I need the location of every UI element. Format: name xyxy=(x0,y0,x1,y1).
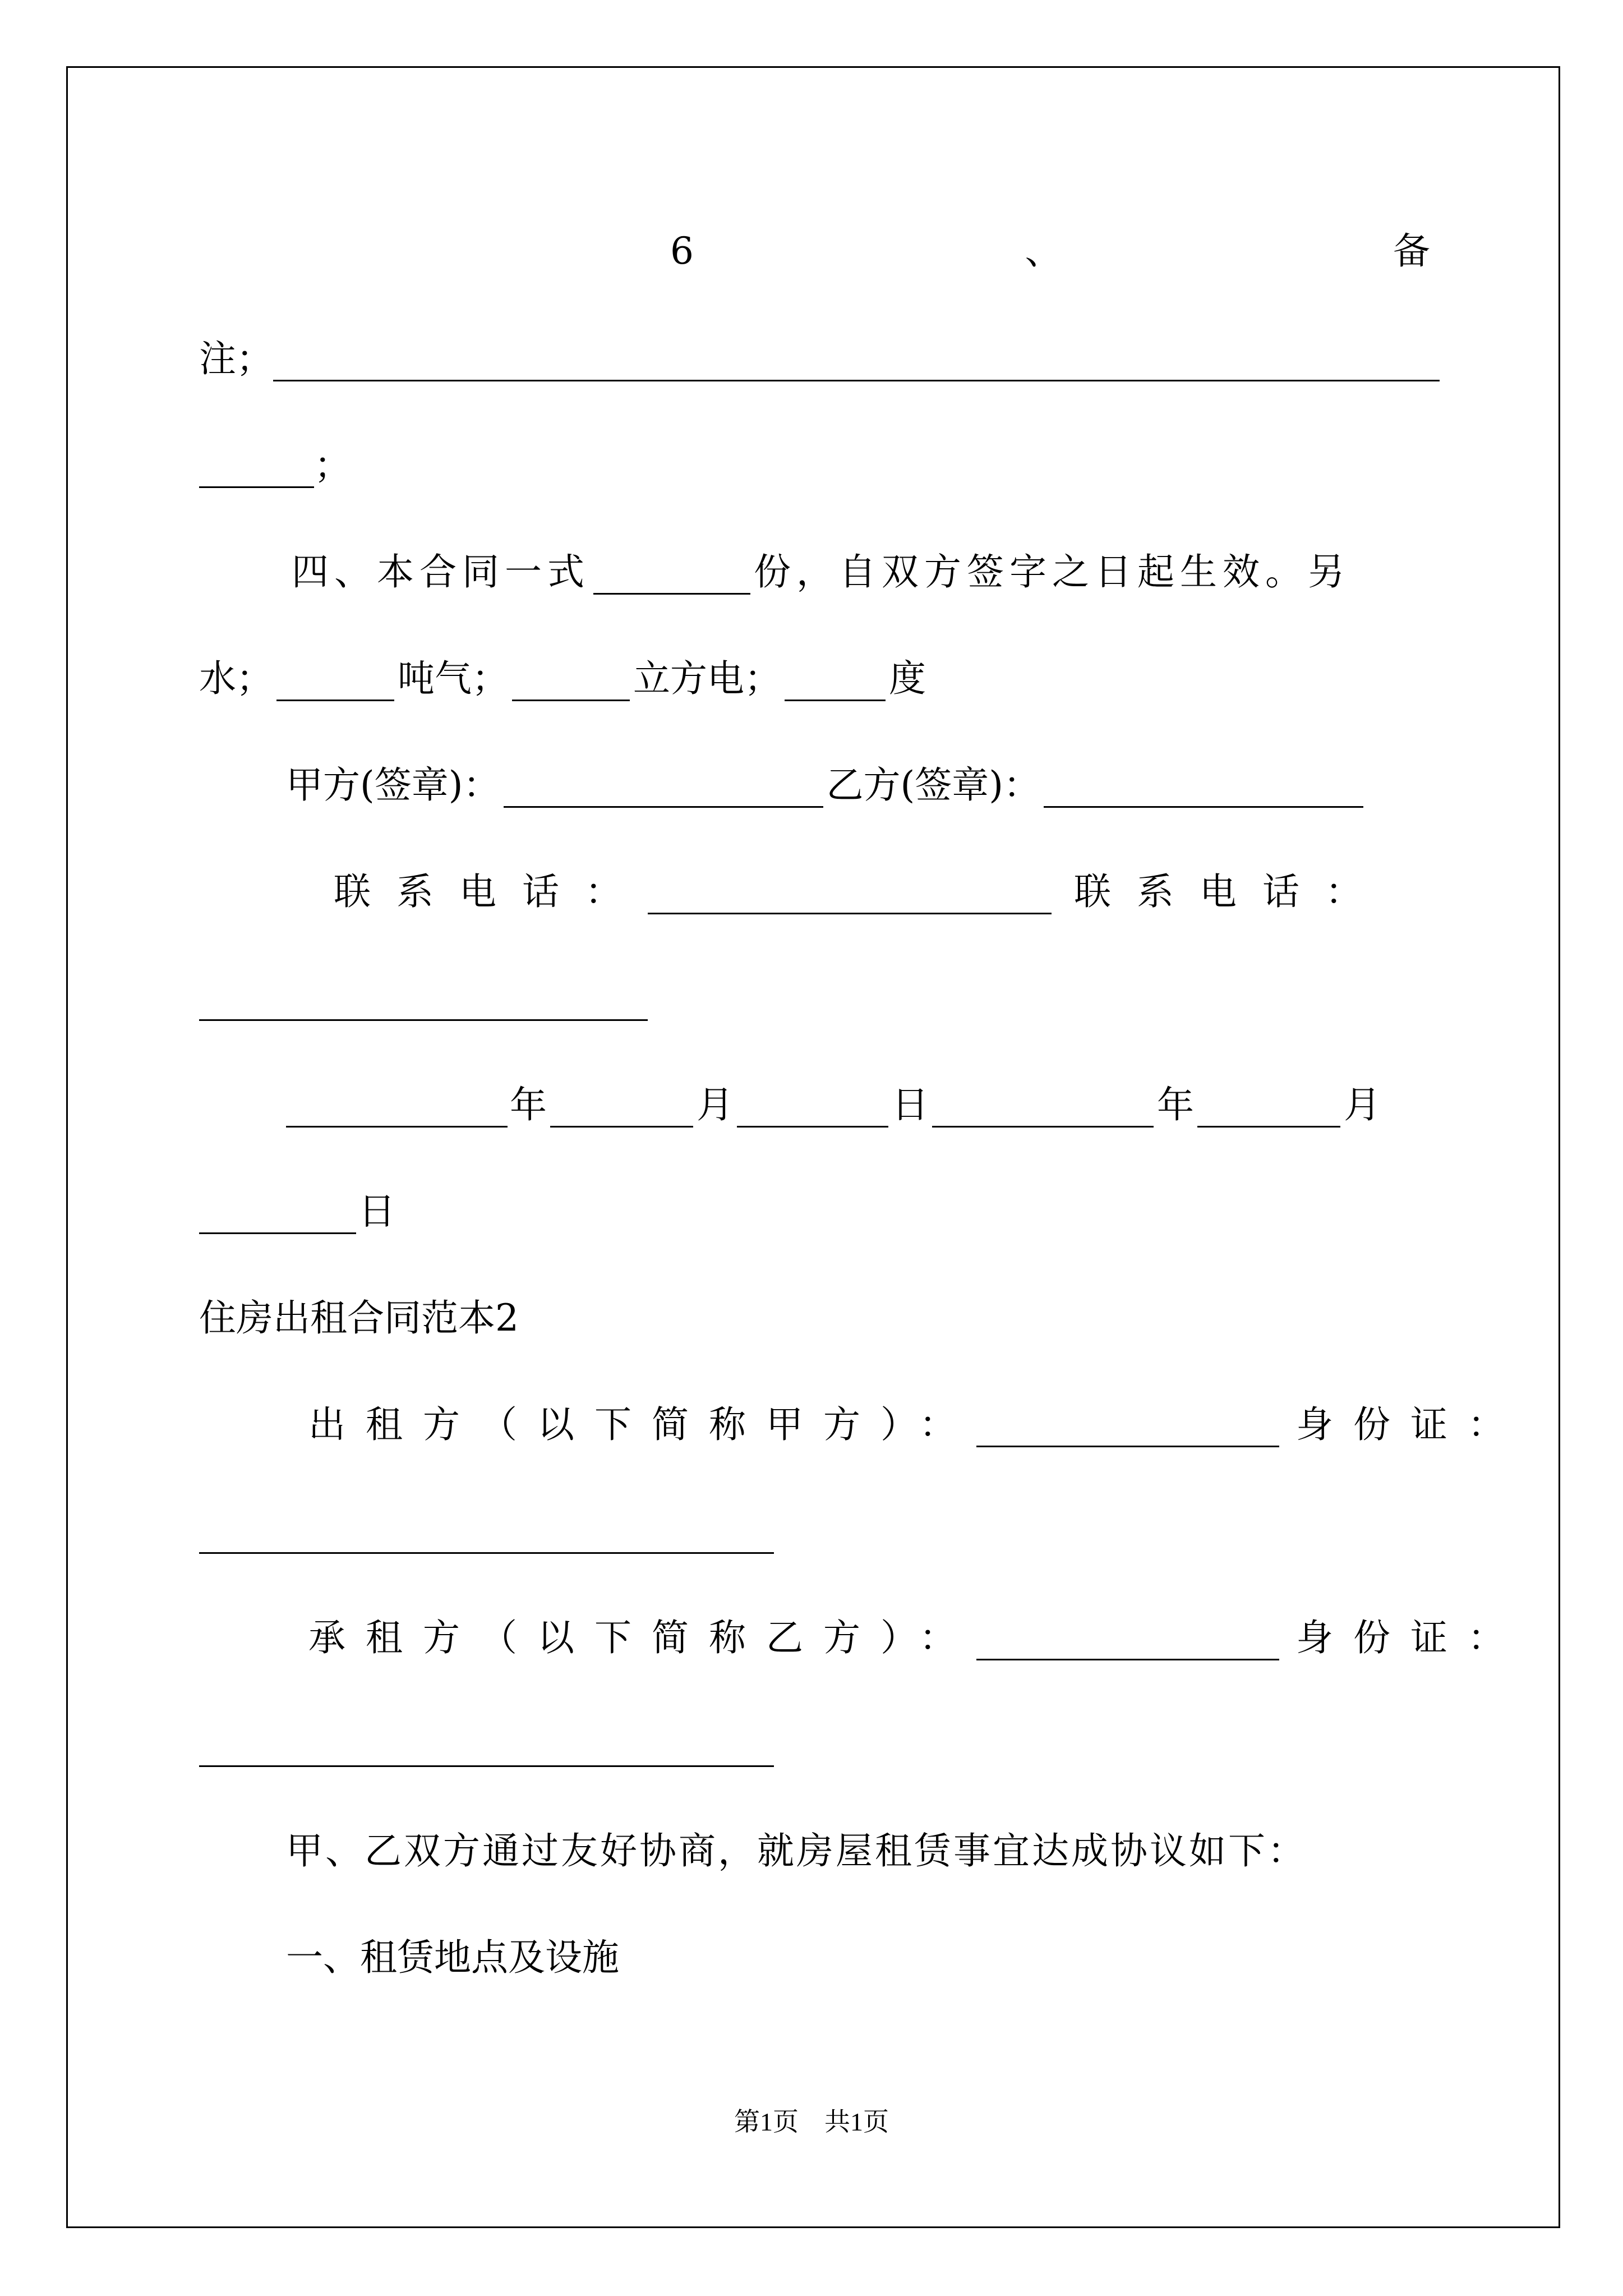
year-label-a: 年 xyxy=(510,1083,547,1126)
lessee-line xyxy=(308,1616,1525,1660)
item-number: 6 xyxy=(670,229,694,273)
gas-blank[interactable] xyxy=(512,666,630,701)
clause-four-text: 四、本合同一式 xyxy=(292,550,590,593)
phone-a-blank[interactable] xyxy=(648,879,1052,914)
lessee-id-label: 身份证： xyxy=(1296,1616,1525,1659)
lessor-line xyxy=(308,1402,1525,1447)
clause-four-line xyxy=(292,550,1350,595)
lessor-name-blank[interactable] xyxy=(976,1412,1279,1447)
remark-field-line xyxy=(199,337,1440,381)
phone-b-blank[interactable] xyxy=(199,986,648,1021)
lessee-id-continuation xyxy=(199,1722,774,1767)
phone-continuation-line xyxy=(199,976,648,1021)
month-b-blank[interactable] xyxy=(1197,1092,1340,1128)
year-label-b: 年 xyxy=(1157,1083,1194,1126)
remark-blank-continuation[interactable] xyxy=(199,453,314,488)
lessor-id-label: 身份证： xyxy=(1296,1403,1525,1446)
lessor-id-blank[interactable] xyxy=(199,1519,774,1554)
water-unit: 吨气； xyxy=(398,657,509,700)
gas-unit: 立方电； xyxy=(633,657,781,700)
year-a-blank[interactable] xyxy=(286,1092,508,1128)
section-one-heading: 一、租赁地点及设施 xyxy=(286,1936,619,1979)
contract-title: 住房出租合同范本2 xyxy=(199,1296,519,1340)
lessee-label: 承租方（以下简称乙方）： xyxy=(308,1616,976,1659)
day-b-blank[interactable] xyxy=(199,1199,356,1234)
page-border xyxy=(66,66,1560,2228)
lessee-id-blank[interactable] xyxy=(199,1732,774,1767)
phone-line xyxy=(334,869,1388,914)
lessor-label: 出租方（以下简称甲方）： xyxy=(308,1403,976,1446)
date-line xyxy=(286,1083,1381,1128)
electricity-unit: 度 xyxy=(889,657,926,700)
day-label-a: 日 xyxy=(892,1083,929,1126)
meter-readings-line xyxy=(199,656,926,701)
party-b-signature-blank[interactable] xyxy=(1044,772,1363,808)
party-b-signature-label: 乙方(签章)： xyxy=(826,763,1040,807)
lessee-name-blank[interactable] xyxy=(976,1625,1279,1660)
date-continuation-line xyxy=(199,1189,395,1234)
water-label: 水； xyxy=(199,657,273,700)
page-footer xyxy=(0,2106,1623,2138)
remark-heading-line xyxy=(670,229,1430,274)
signature-line xyxy=(286,763,1367,808)
page-number: 第1页 共1页 xyxy=(734,2108,889,2136)
party-a-signature-label: 甲方(签章)： xyxy=(286,763,500,807)
day-label-b: 日 xyxy=(358,1190,395,1233)
remark-field-continuation xyxy=(199,443,351,488)
month-a-blank[interactable] xyxy=(550,1092,693,1128)
clause-four-text-end: 份，自双方签字之日起生效。另 xyxy=(754,550,1350,593)
water-blank[interactable] xyxy=(276,666,394,701)
lessor-id-continuation xyxy=(199,1509,774,1554)
month-label-b: 月 xyxy=(1344,1083,1381,1126)
day-a-blank[interactable] xyxy=(737,1092,888,1128)
year-b-blank[interactable] xyxy=(932,1092,1154,1128)
copies-blank[interactable] xyxy=(593,559,750,595)
remark-char: 备 xyxy=(1393,229,1430,273)
item-separator: 、 xyxy=(1025,229,1062,273)
month-label-a: 月 xyxy=(697,1083,734,1126)
remark-end: ； xyxy=(314,444,351,487)
agreement-intro: 甲、乙双方通过友好协商，就房屋租赁事宜达成协议如下： xyxy=(286,1829,1307,1872)
phone-label-b: 联系电话： xyxy=(1074,870,1388,913)
party-a-signature-blank[interactable] xyxy=(504,772,823,808)
electricity-blank[interactable] xyxy=(785,666,886,701)
remark-label: 注； xyxy=(199,337,273,380)
phone-label-a: 联系电话： xyxy=(334,870,648,913)
remark-blank[interactable] xyxy=(273,346,1440,381)
